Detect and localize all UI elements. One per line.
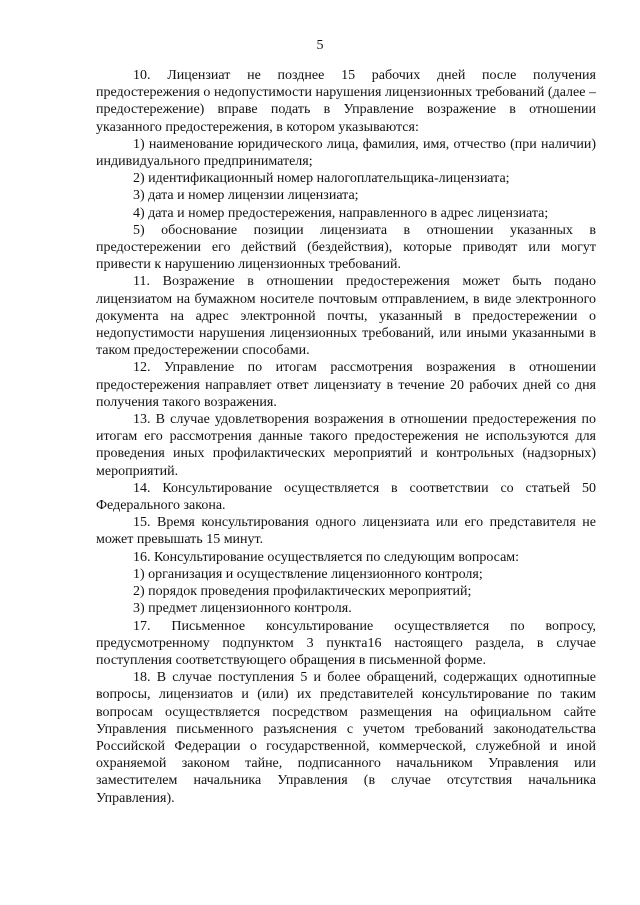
consult-topic-3: 3) предмет лицензионного контроля. <box>133 601 352 617</box>
consult-topic-1: 1) организация и осуществление лицензионного контроля; <box>133 566 483 582</box>
consult-topic-2: 2) порядок проведения профилактических мероприятий; <box>133 584 472 600</box>
list-item-1: 1) наименование юридического лица, фамилия, имя, отчество (при наличии) индивидуального предпринимателя; <box>96 136 596 170</box>
list-item-4: 4) дата и номер предостережения, направленного в адрес лицензиата; <box>133 205 549 221</box>
paragraph-13: 13. В случае удовлетворения возражения в отношении предостережения по итогам его рассмотрения данные такого предостережения не используются для проведения иных профилактических мероприятий и контрольных (надзорных) мероприятий. <box>96 412 596 479</box>
paragraph-15: 15. Время консультирования одного лицензиата или его представителя не может превышать 15 минут. <box>96 515 596 548</box>
paragraph-17: 17. Письменное консультирование осуществляется по вопросу, предусмотренному подпунктом 3 пункта16 настоящего раздела, в случае поступления соответствующего обращения в письменной форме. <box>96 618 596 668</box>
page-number: 5 <box>316 38 324 53</box>
paragraph-16: 16. Консультирование осуществляется по следующим вопросам: <box>133 549 520 565</box>
paragraph-10: 10. Лицензиат не позднее 15 рабочих дней после получения предостережения о недопустимости нарушения лицензионных требований (далее – предостережение) вправе подать в Управление возражение в отношении указанного предостережения, в котором указываются: <box>96 68 596 135</box>
document-body <box>96 67 596 807</box>
paragraph-14: 14. Консультирование осуществляется в соответствии со статьей 50 Федерального закона. <box>96 480 596 514</box>
paragraph-18: 18. В случае поступления 5 и более обращений, содержащих однотипные вопросы, лицензиатов и (или) их представителей консультирование по таким вопросам осуществляется посредством размещения на официальном сайте Управления письменного разъяснения с учетом требований законодательства Российской Федерации о государственной, коммерческой, служебной и иной охраняемой законом тайне, подписанного начальником Управления или заместителем начальника Управления (в случае отсутствия начальника Управления). <box>96 670 596 806</box>
list-item-3: 3) дата и номер лицензии лицензиата; <box>133 188 359 204</box>
list-item-5: 5) обоснование позиции лицензиата в отношении указанных в предостережении его действий (бездействия), которые приводят или могут привести к нарушению лицензионных требований. <box>96 222 596 273</box>
paragraph-11: 11. Возражение в отношении предостережения может быть подано лицензиатом на бумажном носителе почтовым отправлением, в виде электронного документа на адрес электронной почты, указанный в предостережении о недопустимости нарушения лицензионных требований, или иными указанными в таком предостережении способами. <box>96 274 596 359</box>
list-item-2: 2) идентификационный номер налогоплательщика-лицензиата; <box>133 171 510 187</box>
paragraph-12: 12. Управление по итогам рассмотрения возражения в отношении предостережения направляет ответ лицензиату в течение 20 рабочих дней со дня получения такого возражения. <box>96 360 596 410</box>
